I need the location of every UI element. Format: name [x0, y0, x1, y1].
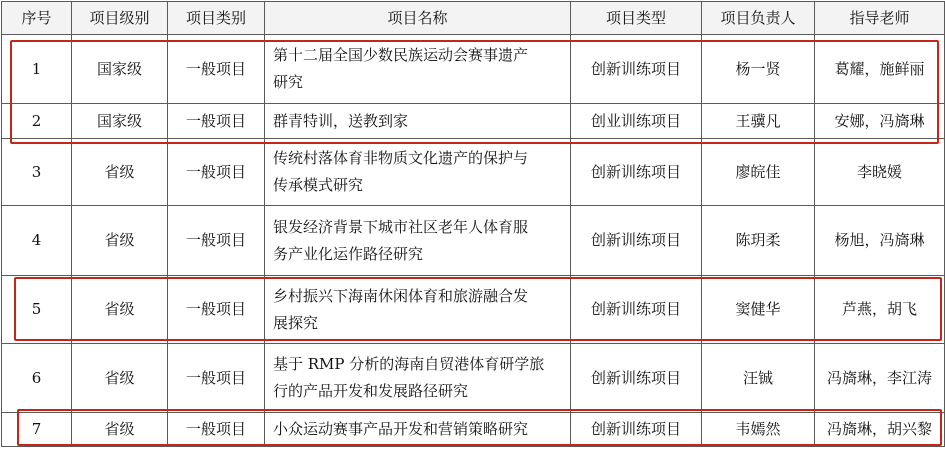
cell-no: 4 [2, 206, 72, 276]
header-leader: 项目负责人 [702, 2, 815, 35]
name-line-1: 基于 RMP 分析的海南自贸港体育研学旅 [273, 355, 545, 373]
header-level: 项目级别 [72, 2, 168, 35]
name-line-1: 第十二届全国少数民族运动会赛事遗产 [273, 46, 529, 64]
table-row [2, 276, 945, 344]
name-line-2: 展探究 [273, 313, 319, 332]
table-row [2, 206, 945, 276]
cell-name [265, 276, 571, 344]
cell-name [265, 206, 571, 276]
cell-leader: 廖皖佳 [702, 139, 815, 206]
cell-category: 一般项目 [168, 104, 265, 139]
cell-name [265, 139, 571, 206]
cell-type: 创业训练项目 [571, 104, 702, 139]
cell-level: 国家级 [72, 104, 168, 139]
cell-level: 省级 [72, 276, 168, 344]
name-line-2: 行的产品开发和发展路径研究 [273, 382, 469, 400]
cell-no: 7 [2, 413, 72, 447]
cell-advisor: 葛耀，施鲜丽 [815, 35, 945, 104]
cell-type: 创新训练项目 [571, 206, 702, 276]
table-row [2, 413, 945, 447]
name-line-2: 传承模式研究 [273, 176, 364, 194]
cell-advisor: 冯旖琳，胡兴黎 [815, 413, 945, 447]
table-row [2, 139, 945, 206]
header-type: 项目类型 [571, 2, 702, 35]
cell-no: 3 [2, 139, 72, 206]
name-line-1: 群青特训，送教到家 [273, 111, 409, 130]
cell-no: 5 [2, 276, 72, 344]
cell-leader: 王骥凡 [702, 104, 815, 139]
name-line-2: 务产业化运作路径研究 [273, 244, 424, 263]
cell-type: 创新训练项目 [571, 344, 702, 413]
cell-category: 一般项目 [168, 139, 265, 206]
cell-leader: 窦健华 [702, 276, 815, 344]
name-line-1: 小众运动赛事产品开发和营销策略研究 [273, 420, 529, 438]
name-line-1: 传统村落体育非物质文化遗产的保护与 [273, 149, 529, 167]
cell-no: 2 [2, 104, 72, 139]
cell-level: 省级 [72, 206, 168, 276]
name-line-2: 研究 [273, 73, 304, 91]
cell-level: 省级 [72, 344, 168, 413]
cell-type: 创新训练项目 [571, 413, 702, 447]
cell-category: 一般项目 [168, 206, 265, 276]
cell-name [265, 104, 571, 139]
name-line-1: 乡村振兴下海南休闲体育和旅游融合发 [273, 286, 529, 305]
cell-leader: 陈玥柔 [702, 206, 815, 276]
header-category: 项目类别 [168, 2, 265, 35]
cell-category: 一般项目 [168, 344, 265, 413]
table-row [2, 35, 945, 104]
cell-level: 国家级 [72, 35, 168, 104]
cell-category: 一般项目 [168, 413, 265, 447]
cell-advisor: 冯旖琳，李江涛 [815, 344, 945, 413]
cell-no: 1 [2, 35, 72, 104]
table-row [2, 344, 945, 413]
cell-type: 创新训练项目 [571, 35, 702, 104]
cell-no: 6 [2, 344, 72, 413]
cell-name [265, 413, 571, 447]
cell-level: 省级 [72, 139, 168, 206]
cell-advisor: 安娜，冯旖琳 [815, 104, 945, 139]
project-table [1, 1, 945, 447]
cell-leader: 韦嫣然 [702, 413, 815, 447]
cell-category: 一般项目 [168, 35, 265, 104]
cell-category: 一般项目 [168, 276, 265, 344]
cell-name [265, 35, 571, 104]
cell-type: 创新训练项目 [571, 276, 702, 344]
header-no: 序号 [2, 2, 72, 35]
cell-level: 省级 [72, 413, 168, 447]
cell-advisor: 芦燕，胡飞 [815, 276, 945, 344]
header-name: 项目名称 [265, 2, 571, 35]
cell-name [265, 344, 571, 413]
cell-advisor: 杨旭，冯旖琳 [815, 206, 945, 276]
header-row [2, 2, 945, 35]
cell-leader: 汪铖 [702, 344, 815, 413]
name-line-1: 银发经济背景下城市社区老年人体育服 [273, 217, 529, 236]
cell-advisor: 李晓媛 [815, 139, 945, 206]
header-advisor: 指导老师 [815, 2, 945, 35]
table-row [2, 104, 945, 139]
cell-type: 创新训练项目 [571, 139, 702, 206]
cell-leader: 杨一贤 [702, 35, 815, 104]
